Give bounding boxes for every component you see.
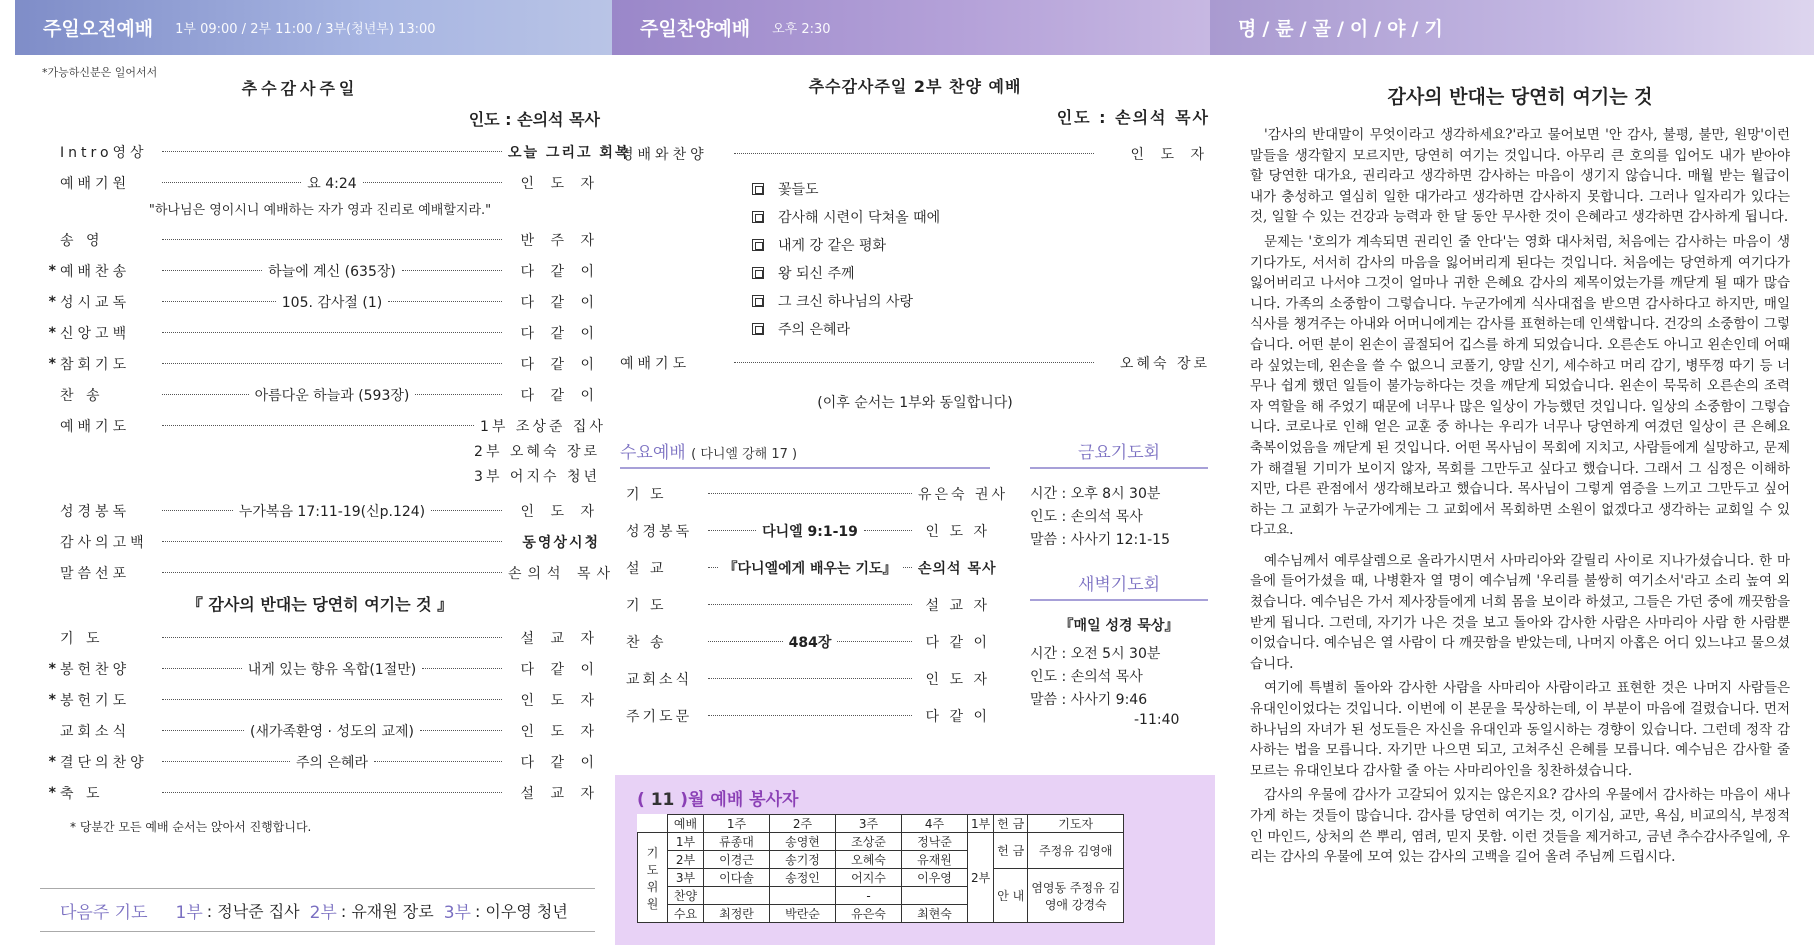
song-item (620, 287, 1210, 315)
order-row (40, 526, 600, 557)
song-item (620, 315, 1210, 343)
order-person: 다 같 이 (925, 634, 990, 651)
leader-dots (162, 425, 474, 426)
table-header-cell: 3주 (836, 815, 902, 833)
table-cell: 조상준 (836, 833, 902, 851)
essay-paragraph: 여기에 특별히 돌아와 감사한 사람을 사마리아 사람이라고 표현한 것은 나머지 사람들은 유대인이었다는 것입니다. 이번에 이 본문을 묵상하는데, 이 부분이 마음에 걸렸습니다. 먼저 하나님의 자녀가 된 성도들은 자신을 유대인과 동일시하는 경향이 있습니다. 그런데 정작 감사하는 법을 모릅니다. 자기만 나으면 되고, 고쳐주신 은혜를 모릅니다. 예수님은 감사할 줄 모르는 유대인보다 감사할 줄 아는 사마리아인을 칭찬하셨습니다. (1250, 680, 1790, 779)
next-week-service-2: 2부 (309, 902, 337, 923)
order-row (40, 715, 600, 746)
order-label: 예배기원 (60, 175, 131, 192)
leader-dots (374, 761, 502, 762)
friday-lead: 인도 : 손의석 목사 (1030, 509, 1143, 525)
midweek-section (620, 438, 1210, 735)
order-detail: 내게 있는 향유 옥합(1절만) (247, 661, 417, 678)
stand-marker: * (48, 691, 56, 708)
leader-dots (708, 604, 912, 605)
song-title: 내게 강 같은 평화 (778, 238, 887, 254)
table-cell: 이다솔 (704, 869, 770, 887)
order-label: 기 도 (60, 630, 104, 647)
table-cell: 염영동 주정유 김영애 강경숙 (1028, 869, 1124, 923)
stand-marker: * (48, 753, 56, 770)
praise-column (620, 62, 1210, 735)
order-label: 참회기도 (60, 356, 131, 373)
stand-marker: * (48, 784, 56, 801)
order-row (40, 224, 600, 255)
order-row (40, 557, 617, 588)
table-cell: 어지수 (836, 869, 902, 887)
wednesday-title: 수요예배 (620, 443, 686, 463)
table-cell: 헌 금 (994, 833, 1028, 869)
table-cell: 안 내 (994, 869, 1028, 923)
friday-word: 말씀 : 사사기 12:1-15 (1030, 532, 1170, 548)
order-label: 봉헌찬양 (60, 661, 131, 678)
order-label: 기 도 (626, 597, 667, 614)
group-label: 기도 위원 (638, 833, 668, 923)
volunteers-panel (615, 775, 1215, 945)
prayer-third-service: 3부 어지수 청년 (474, 469, 600, 485)
table-cell: 정낙준 (902, 833, 968, 851)
next-week-service-3: 3부 (443, 902, 471, 923)
praise-prayer-who: 오혜숙 장로 (1119, 355, 1210, 372)
order-row (40, 746, 600, 777)
volunteers-month: 11 (650, 790, 675, 810)
song-title: 주의 은혜라 (778, 322, 851, 338)
wednesday-heading (620, 438, 990, 469)
praise-prayer-label: 예배기도 (620, 355, 691, 372)
leader-dots (162, 668, 242, 669)
morning-order (40, 62, 631, 835)
order-row (40, 167, 600, 198)
order-row (40, 379, 600, 410)
table-cell: - (836, 887, 902, 905)
song-item (620, 231, 1210, 259)
order-label: 말씀선포 (60, 565, 131, 582)
order-label: 송 영 (60, 232, 104, 249)
song-title: 왕 되신 주께 (778, 266, 855, 282)
leader-dots (363, 182, 502, 183)
order-person: 손의석 목사 (508, 565, 617, 582)
checkbox-icon (752, 183, 764, 195)
praise-worship-row (620, 138, 1210, 169)
volunteers-title: ( 11 )월 예배 봉사자 (637, 790, 799, 810)
stand-marker: * (48, 262, 56, 279)
praise-worship-who: 인 도 자 (1130, 146, 1210, 163)
essay-title: 감사의 반대는 당연히 여기는 것 (1387, 86, 1653, 108)
order-person: 설 교 자 (520, 785, 600, 802)
leader-dots (162, 637, 502, 638)
scripture-quote: "하나님은 영이시니 예배하는 자가 영과 진리로 예배할지라." (148, 203, 492, 218)
table-cell: 2부 (668, 851, 704, 869)
order-row (40, 136, 631, 167)
wednesday-row (620, 549, 997, 586)
friday-title: 금요기도회 (1030, 438, 1208, 469)
leader-dots (837, 641, 912, 642)
praise-worship-label: 경배와찬양 (620, 146, 708, 163)
song-item (620, 203, 1210, 231)
next-week-person-1: : 정낙준 집사 (206, 901, 300, 921)
leader-dots (162, 572, 502, 573)
order-person: 인 도 자 (520, 692, 600, 709)
order-detail: 요 4:24 (307, 175, 357, 192)
table-cell: 류종대 (704, 833, 770, 851)
order-person: 인 도 자 (925, 523, 991, 540)
table-header-cell: 1주 (704, 815, 770, 833)
stand-marker: * (48, 324, 56, 341)
sitting-note: * 당분간 모든 예배 순서는 앉아서 진행합니다. (70, 820, 312, 834)
wednesday-row (620, 623, 990, 660)
order-row (40, 777, 600, 808)
story-title: 명/륜/골/이/야/기 (1238, 18, 1449, 40)
praise-leader: 인도 : 손의석 목사 (1056, 108, 1210, 127)
leader-dots (162, 301, 276, 302)
order-label: 성경봉독 (626, 523, 693, 540)
stand-marker: * (48, 355, 56, 372)
leader-dots (903, 567, 913, 568)
story-header (1210, 0, 1814, 55)
table-header-cell: 예배 (668, 815, 704, 833)
table-cell: 송기정 (770, 851, 836, 869)
song-title: 꽃들도 (778, 182, 819, 198)
order-label: 신앙고백 (60, 325, 131, 342)
dawn-word: 말씀 : 사사기 9:46 (1030, 692, 1148, 708)
table-cell: 오혜숙 (836, 851, 902, 869)
stand-marker: * (48, 293, 56, 310)
table-cell: 찬양 (668, 887, 704, 905)
leader-dots (708, 715, 912, 716)
order-detail: 하늘에 계신 (635장) (268, 263, 396, 280)
praise-service-title: 주일찬양예배 (640, 18, 751, 40)
order-person: 인 도 자 (520, 723, 600, 740)
table-header-cell: 기도자 (1028, 815, 1124, 833)
checkbox-icon (752, 323, 764, 335)
order-detail: (새가족환영 · 성도의 교제) (250, 723, 414, 740)
table-cell (704, 887, 770, 905)
leader-dots (162, 699, 502, 700)
next-week-service-1: 1부 (175, 902, 203, 923)
after-note: (이후 순서는 1부와 동일합니다) (817, 395, 1013, 411)
order-person: 다 같 이 (520, 294, 601, 311)
order-label: 성경봉독 (60, 503, 131, 520)
leader-dots (734, 153, 1094, 154)
order-person: 1부 조상준 집사 (480, 418, 606, 435)
leader-dots (708, 530, 756, 531)
table-cell: 박란순 (770, 905, 836, 923)
table-cell: 최정란 (704, 905, 770, 923)
next-week-prayer (40, 888, 595, 932)
table-cell: 주정유 김영애 (1028, 833, 1124, 869)
order-row (40, 317, 600, 348)
checkbox-icon (752, 211, 764, 223)
table-cell: 최현숙 (902, 905, 968, 923)
table-cell (902, 887, 968, 905)
order-row (40, 286, 600, 317)
table-cell: 2부 (968, 833, 994, 923)
order-person: 인 도 자 (925, 671, 990, 688)
order-detail: 『다니엘에게 배우는 기도』 (723, 560, 897, 577)
table-cell (638, 815, 668, 833)
leader-dots (162, 270, 262, 271)
order-person: 다 같 이 (520, 325, 600, 342)
wednesday-row (620, 512, 990, 549)
order-label: 축 도 (60, 785, 104, 802)
order-person: 다 같 이 (520, 263, 601, 280)
checkbox-icon (752, 239, 764, 251)
leader-dots (422, 668, 502, 669)
order-person: 다 같 이 (520, 387, 600, 404)
order-person: 다 같 이 (520, 754, 601, 771)
order-person: 동영상시청 (522, 534, 600, 551)
leader-dots (162, 761, 290, 762)
essay-body (1250, 125, 1790, 868)
order-label: 기 도 (626, 486, 667, 503)
morning-service-times: 1부 09:00 / 2부 11:00 / 3부(청년부) 13:00 (175, 22, 436, 37)
praise-service-heading: 추수감사주일 2부 찬양 예배 (808, 77, 1022, 96)
leader-dots (708, 678, 912, 679)
essay-paragraph: 예수님께서 예루살렘으로 올라가시면서 사마리아와 갈릴리 사이로 지나가셨습니다. 한 마을에 들어가셨을 때, 나병환자 열 명이 예수님께 '우리를 불쌍히 여기소서'라고 소리 높여 외쳤습니다. 예수님은 가서 제사장들에게 너희 몸을 보이라 하셨고, 그들은 가던 중에 깨끗함을 받게 됩니다. 그런데, 자기가 나은 것을 보고 돌아와 감사한 사람은 사마리아 사람 한 사람뿐이었습니다. 예수님은 열 사람이 다 깨끗함을 받았는데, 나머지 아홉은 어디 있느냐고 물으셨습니다. (1250, 552, 1790, 672)
leader-dots (162, 730, 244, 731)
order-person: 반 주 자 (520, 232, 600, 249)
essay-paragraph: 감사의 우물에 감사가 고갈되어 있지는 않은지요? 감사의 우물에서 감사하는 마음이 새나가게 하는 것들이 많습니다. 감사를 당연히 여기는 것, 이기심, 교만, 욕심, 비교의식, 부정적인 마인드, 상처의 쓴 뿌리, 염려, 믿지 못함. 이런 것들을 제거하고, 금년 추수감사주일에, 우리는 감사의 우물에 모여 있는 감사의 고백을 길어 올려 주님께 드립시다. (1250, 787, 1790, 866)
leader-dots (864, 530, 912, 531)
dawn-word-2: -11:40 (1134, 712, 1180, 728)
order-row (40, 255, 600, 286)
table-header-cell: 1부 (968, 815, 994, 833)
dawn-lead: 인도 : 손의석 목사 (1030, 669, 1143, 685)
leader-dots (708, 641, 783, 642)
order-person: 오늘 그리고 회복 (508, 144, 631, 161)
order-label: 예배기도 (60, 418, 131, 435)
song-title: 감사해 시련이 닥쳐올 때에 (778, 210, 941, 226)
volunteers-table (637, 814, 1124, 923)
dawn-title: 새벽기도회 (1030, 570, 1208, 601)
stand-note: *가능하신분은 일어서서 (42, 66, 158, 79)
order-label: 교회소식 (626, 671, 693, 688)
leader-dots (162, 332, 502, 333)
leader-dots (708, 493, 912, 494)
order-person: 유은숙 권사 (918, 486, 1009, 503)
order-label: 주기도문 (626, 708, 693, 725)
leader-dots (162, 239, 502, 240)
morning-leader: 인도 : 손의석 목사 (468, 110, 600, 129)
order-detail: 누가복음 17:11-19(신p.124) (238, 503, 426, 520)
wednesday-row (620, 660, 990, 697)
table-header-cell: 헌 금 (994, 815, 1028, 833)
order-row (40, 684, 600, 715)
wednesday-sub: ( 다니엘 강해 17 ) (691, 447, 798, 462)
wednesday-service (620, 438, 1009, 735)
leader-dots (162, 363, 502, 364)
praise-service-header (612, 0, 1210, 55)
order-row (40, 348, 600, 379)
wednesday-row (620, 586, 990, 623)
table-cell: 송영현 (770, 833, 836, 851)
checkbox-icon (752, 267, 764, 279)
next-week-person-2: : 유재원 장로 (340, 901, 434, 921)
order-label: Intro영상 (60, 144, 148, 161)
order-row (40, 410, 606, 441)
order-detail: 아름다운 하늘과 (593장) (254, 387, 410, 404)
order-label: 교회소식 (60, 723, 131, 740)
wednesday-row (620, 697, 990, 734)
song-item (620, 259, 1210, 287)
essay-paragraph: '감사의 반대말이 무엇이라고 생각하세요?'라고 물어보면 '안 감사, 불평, 불만, 원망'이런 말들을 생각할지 모르지만, 당연히 여기는 것입니다. 아무리 큰 호의를 입어도 내가 받아야 할 당연한 대가요, 권리라고 생각하면 감사하는 마음이 생기지 않습니다. 매월 받는 월급이 내가 충성하고 열심히 일한 대가라고 생각하면 감사하지 못합니다. 그러나 일자리가 있다는 것, 일할 수 있는 건강과 능력과 한 달 동안 무사한 것이 은혜라고 생각하면 감사하게 됩니다. (1250, 127, 1790, 226)
dawn-time: 시간 : 오전 5시 30분 (1030, 646, 1161, 662)
order-label: 성시교독 (60, 294, 131, 311)
leader-dots (708, 567, 718, 568)
order-label: 찬 송 (626, 634, 667, 651)
bulletin-header (15, 0, 1814, 55)
essay-paragraph: 문제는 '호의가 계속되면 권리인 줄 안다'는 영화 대사처럼, 처음에는 감사하는 마음이 생기다가도, 서서히 감사의 마음을 잃어버리게 된다는 것입니다. 처음에는 당연하게 여기다가 잃어버리고 나서야 그것이 얼마나 귀한 은혜요 감사의 제목이었는가를 깨닫게 될 때가 많습니다. 가족의 소중함이 그렇습니다. 누군가에게 식사대접을 받으면 감사하다고 하지만, 매일 식사를 챙겨주는 아내와 어머니에게는 감사를 표현하는데 인색합니다. 건강의 소중함이 그렇습니다. 어떤 분이 왼손이 골절되어 깁스를 하게 되었습니다. 오른손도 아니고 왼손인데 어때라 싶었는데, 왼손을 쓸 수 없으니 코풀기, 양말 신기, 세수하고 머리 감기, 병뚜껑 따기 등 너무나 쉽게 했던 일들이 불가능하다는 것을 깨닫게 되었습니다. 왼손이 묵묵히 오른손의 조력자 역할을 해 주었기 때문에 너무나 많은 일상이 가능했던 것입니다. 일상의 소중함이 그렇습니다. 코로나로 인해 얻은 교훈 중 하나는 우리가 너무나 당연하게 여겼던 일상이 큰 은혜요 축복이었음을 깨닫게 된 것입니다. 어떤 목사님이 목회에 지치고, 사람들에게 실망하고, 문제가 해결될 기미가 보이지 않자, 목회를 그만두고 싶다고 했습니다. 그래서 그 심정은 이해하지만, 다른 관점에서 생각해보라고 했습니다. 목사님이 그렇게 염증을 느끼고 그만두고 싶어하는 그 교회가 누군가에게는 그 교회에서 목회하면 소원이 없겠다고 생각하는 교회일 수 있다고요. (1250, 233, 1790, 539)
order-label: 찬 송 (60, 387, 104, 404)
order-detail: 다니엘 9:1-19 (762, 523, 858, 540)
order-row (40, 653, 600, 684)
leader-dots (162, 394, 249, 395)
order-label: 설 교 (626, 560, 667, 577)
order-person: 다 같 이 (925, 708, 990, 725)
table-row (638, 869, 1124, 887)
dawn-quote: 『매일 성경 묵상』 (1059, 618, 1179, 634)
leader-dots (162, 182, 301, 183)
order-label: 예배찬송 (60, 263, 131, 280)
story-column (1250, 62, 1790, 872)
order-label: 봉헌기도 (60, 692, 131, 709)
morning-service-heading: 추수감사주일 (241, 79, 359, 98)
song-item (620, 175, 1210, 203)
order-person: 설 교 자 (520, 630, 600, 647)
order-label: 결단의찬양 (60, 754, 148, 771)
stand-marker: * (48, 660, 56, 677)
leader-dots (388, 301, 502, 302)
table-cell: 이경근 (704, 851, 770, 869)
praise-prayer-row (620, 347, 1210, 378)
table-cell: 수요 (668, 905, 704, 923)
order-person: 다 같 이 (520, 661, 601, 678)
table-cell: 유재원 (902, 851, 968, 869)
sermon-title: 『 감사의 반대는 당연히 여기는 것 』 (186, 595, 454, 614)
order-row (40, 495, 600, 526)
order-person: 인 도 자 (520, 175, 601, 192)
leader-dots (734, 362, 1094, 363)
song-title: 그 크신 하나님의 사랑 (778, 294, 914, 310)
wednesday-row (620, 475, 1009, 512)
leader-dots (162, 541, 502, 542)
leader-dots (431, 510, 502, 511)
order-person: 인 도 자 (520, 503, 601, 520)
leader-dots (162, 151, 502, 152)
leader-dots (402, 270, 502, 271)
praise-service-time: 오후 2:30 (772, 22, 831, 37)
table-cell: 송정인 (770, 869, 836, 887)
table-cell: 3부 (668, 869, 704, 887)
order-detail: 484장 (788, 634, 832, 651)
morning-service-title: 주일오전예배 (43, 18, 154, 40)
leader-dots (420, 730, 502, 731)
table-row (638, 833, 1124, 851)
leader-dots (415, 394, 502, 395)
leader-dots (162, 792, 502, 793)
checkbox-icon (752, 295, 764, 307)
next-week-person-3: : 이우영 청년 (474, 901, 568, 921)
order-detail: 105. 감사절 (1) (281, 294, 383, 311)
order-label: 감사의고백 (60, 534, 148, 551)
order-person: 설 교 자 (925, 597, 990, 614)
next-week-title: 다음주 기도 (60, 902, 148, 923)
table-cell: 유은숙 (836, 905, 902, 923)
order-detail: 주의 은혜라 (295, 754, 369, 771)
leader-dots (162, 510, 233, 511)
prayer-meetings (1030, 438, 1208, 735)
morning-service-header (15, 0, 612, 55)
table-cell (770, 887, 836, 905)
table-cell: 이우영 (902, 869, 968, 887)
volunteers-title-rest: 월 예배 봉사자 (688, 790, 799, 810)
table-row (638, 815, 1124, 833)
friday-time: 시간 : 오후 8시 30분 (1030, 486, 1161, 502)
order-person: 다 같 이 (520, 356, 600, 373)
table-cell: 1부 (668, 833, 704, 851)
prayer-second-service: 2부 오혜숙 장로 (474, 444, 600, 460)
table-header-cell: 2주 (770, 815, 836, 833)
order-row (40, 622, 600, 653)
table-header-cell: 4주 (902, 815, 968, 833)
order-person: 손의석 목사 (918, 560, 997, 577)
